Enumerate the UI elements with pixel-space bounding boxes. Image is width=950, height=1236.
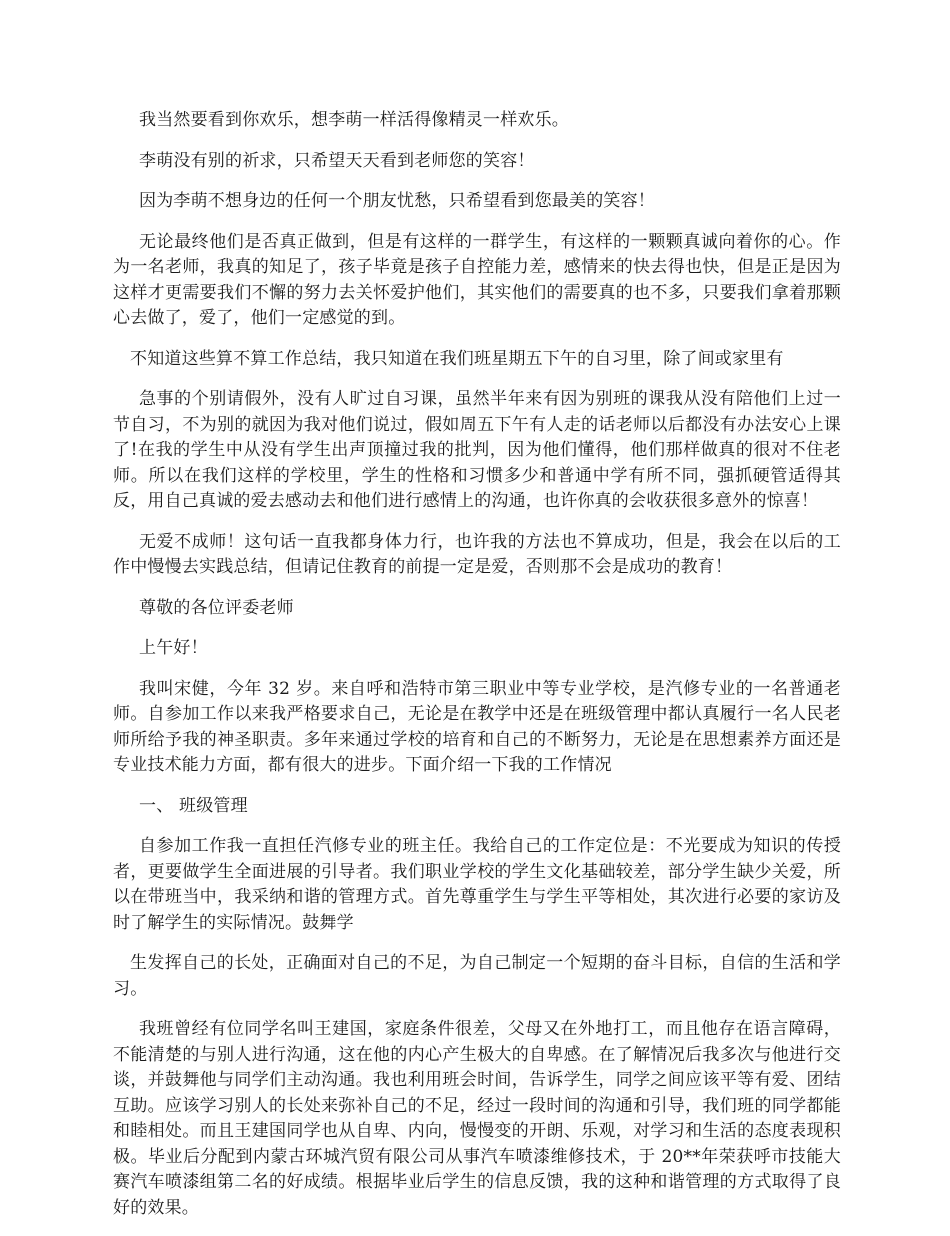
paragraph: 自参加工作我一直担任汽修专业的班主任。我给自己的工作定位是：不光要成为知识的传授者，更要做学生全面进展的引导者。我们职业学校的学生文化基础较差，部分学生缺少关爱，所以在带班当中，我采纳和谐的管理方式。首先尊重学生与学生平等相处，其次进行必要的家访及时了解学生的实际情况。鼓舞学: [113, 836, 841, 933]
paragraph: 我班曾经有位同学名叫王建国，家庭条件很差，父母又在外地打工，而且他存在语言障碍，不能清楚的与别人进行沟通，这在他的内心产生极大的自卑感。在了解情况后我多次与他进行交谈，并鼓舞他与同学们主动沟通。我也利用班会时间，告诉学生，同学之间应该平等有爱、团结互助。应该学习别人的长处来弥补自己的不足，经过一段时间的沟通和引导，我们班的同学都能和睦相处。而且王建国同学也从自卑、内向，慢慢变的开朗、乐观，对学习和生活的态度表现积极。毕业后分配到内蒙古环城汽贸有限公司从事汽车喷漆维修技术，于 20**年荣获呼市技能大赛汽车喷漆组第二名的好成绩。根据毕业后学生的信息反馈，我的这种和谐管理的方式取得了良好的效果。: [113, 1019, 841, 1218]
paragraph: 上午好！: [139, 638, 208, 658]
paragraph: 李萌没有别的祈求，只希望天天看到老师您的笑容！: [139, 150, 535, 171]
paragraph: 无论最终他们是否真正做到，但是有这样的一群学生，有这样的一颗颗真诚向着你的心。作为一名老师，我真的知足了，孩子毕竟是孩子自控能力差，感情来的快去得也快，但是正是因为这样才更需要我们不懈的努力去关怀爱护他们，其实他们的需要真的也不多，只要我们拿着那颗心去做了，爱了，他们一定感觉的到。: [113, 231, 841, 328]
paragraph: 我叫宋健，今年 32 岁。来自呼和浩特市第三职业中等专业学校，是汽修专业的一名普通老师。自参加工作以来我严格要求自己，无论是在教学中还是在班级管理中都认真履行一名人民老师所给予我的神圣职责。多年来通过学校的培育和自己的不断努力，无论是在思想素养方面还是专业技术能力方面，都有很大的进步。下面介绍一下我的工作情况: [113, 678, 841, 775]
document-page: [113, 108, 841, 1236]
paragraph: 生发挥自己的长处，正确面对自己的不足，为自己制定一个短期的奋斗目标，自信的生活和学习。: [113, 953, 841, 999]
paragraph: 不知道这些算不算工作总结，我只知道在我们班星期五下午的自习里，除了间或家里有: [130, 348, 784, 369]
paragraph: 因为李萌不想身边的任何一个朋友忧愁，只希望看到您最美的笑容！: [139, 191, 655, 211]
paragraph: 无爱不成师！这句话一直我都身体力行，也许我的方法也不算成功，但是，我会在以后的工作中慢慢去实践总结，但请记住教育的前提一定是爱，否则那不会是成功的教育！: [113, 531, 841, 577]
paragraph: 我当然要看到你欢乐，想李萌一样活得像精灵一样欢乐。: [139, 110, 569, 130]
section-heading: 一、 班级管理: [139, 795, 248, 816]
paragraph: 尊敬的各位评委老师: [139, 597, 294, 618]
paragraph: 急事的个别请假外，没有人旷过自习课，虽然半年来有因为别班的课我从没有陪他们上过一节自习，不为别的就因为我对他们说过，假如周五下午有人走的话老师以后都没有办法安心上课了!在我的学生中从没有学生出声顶撞过我的批判，因为他们懂得，他们那样做真的很对不住老师。所以在我们这样的学校里，学生的性格和习惯多少和普通中学有所不同，强抓硬管适得其反，用自己真诚的爱去感动去和他们进行感情上的沟通，也许你真的会收获很多意外的惊喜！: [113, 389, 841, 511]
